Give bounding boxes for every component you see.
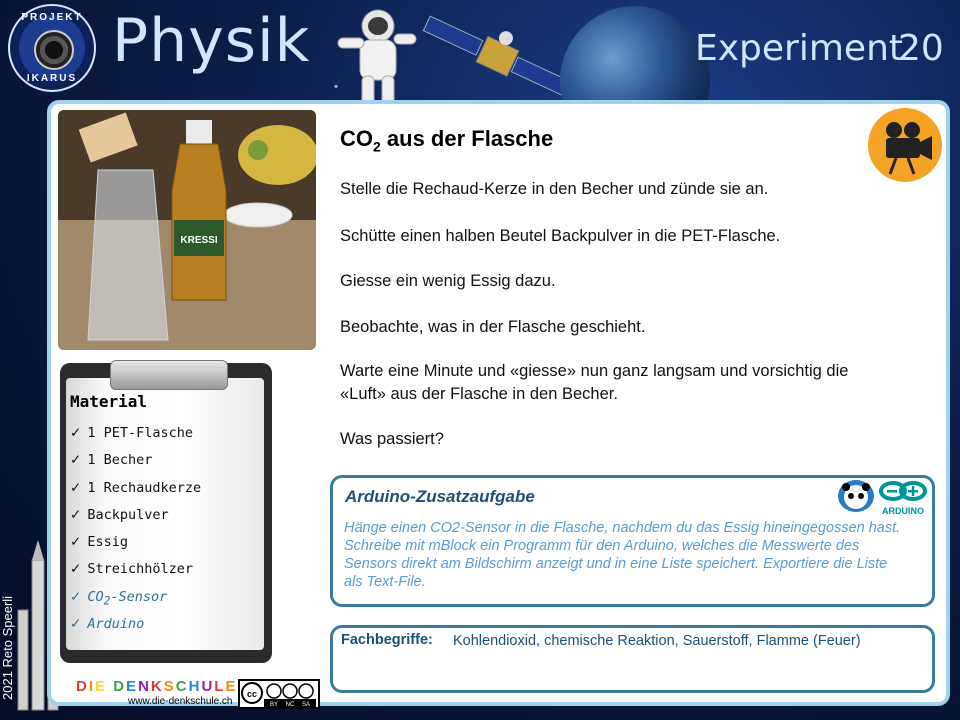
arduino-task-title: Arduino-Zusatzaufgabe — [345, 487, 535, 506]
cc-nc-label: NC — [285, 702, 295, 707]
brand-letter: E — [126, 678, 139, 695]
arduino-logo-text: ARDUINO — [882, 506, 924, 516]
instruction-step: Stelle die Rechaud-Kerze in den Becher und zünde sie an. — [340, 180, 769, 198]
material-item: ✓ 1 Becher — [70, 452, 153, 469]
check-icon: ✓ — [70, 506, 82, 523]
instruction-step: Schütte einen halben Beutel Backpulver in die PET-Flasche. — [340, 227, 781, 245]
denkschule-logo[interactable] — [76, 678, 237, 707]
material-item-optional: ✓ $CO_2$-Sensor — [70, 588, 168, 608]
satellite-icon — [415, 10, 580, 100]
material-item: ✓ Essig — [70, 534, 128, 551]
check-icon: ✓ — [70, 425, 82, 441]
check-icon: ✓ — [70, 534, 82, 551]
brand-letter: N — [138, 678, 151, 695]
instruction-step: Giesse ein wenig Essig dazu. — [340, 272, 556, 290]
brand-letter: S — [163, 678, 176, 695]
brand-letter: H — [188, 678, 202, 695]
instruction-step: Was passiert? — [340, 430, 444, 448]
projekt-ikarus-logo — [8, 4, 96, 92]
cc-sa-label: SA — [301, 702, 311, 707]
check-icon: ✓ — [70, 588, 82, 605]
check-icon: ✓ — [70, 616, 82, 633]
cc-by-label: BY — [269, 702, 279, 707]
material-item: ✓ Backpulver — [70, 506, 169, 523]
material-item: ✓ Streichhölzer — [70, 561, 193, 578]
experiment-number: 20 — [898, 28, 944, 69]
brand-letter: U — [201, 678, 215, 695]
material-item: ✓ 1 Rechaudkerze — [70, 479, 202, 496]
fachbegriffe-label: Fachbegriffe: — [341, 632, 433, 648]
instruction-step: Beobachte, was in der Flasche geschieht. — [340, 318, 646, 336]
mblock-panda-icon — [838, 480, 874, 512]
experiment-heading: $CO_2$ aus der Flasche — [340, 126, 554, 155]
material-list — [70, 425, 201, 643]
creative-commons-badge — [238, 679, 320, 709]
experiment-label: Experiment — [695, 28, 904, 69]
material-item: ✓ 1 PET-Flasche — [70, 425, 193, 441]
camera-lens-icon — [34, 30, 74, 70]
brand-letter: D — [113, 678, 127, 695]
experiment-photo — [58, 110, 316, 350]
material-item-optional: ✓ Arduino — [70, 616, 145, 633]
brand-letter: E — [225, 678, 238, 695]
fachbegriffe-text: Kohlendioxid, chemische Reaktion, Sauerstoff, Flamme (Feuer) — [453, 633, 861, 649]
page-title: Physik — [112, 6, 311, 76]
logo-top-text: PROJEKT — [21, 12, 83, 23]
brand-letter: C — [175, 678, 189, 695]
arduino-task-text: Hänge einen CO2-Sensor in die Flasche, nachdem du das Essig hineingegossen hast. Schreibe mit mBlock ein Programm für den Arduino, welches die Messwerte des Sensors direkt am Bildschirm anzeigt und in eine Liste speichert. Exportiere die Liste als Text-File. — [344, 520, 901, 590]
bottle-label-text: KRESSI — [180, 235, 218, 246]
denkschule-brand — [76, 678, 237, 695]
brand-letter: E — [95, 678, 108, 695]
denkschule-url[interactable]: www.die-denkschule.ch — [128, 696, 233, 707]
author-credit: 2021 Reto Speerli — [0, 595, 15, 700]
instruction-step: Warte eine Minute und «giesse» nun ganz langsam und vorsichtig die «Luft» aus der Flasche in den Becher. — [340, 362, 849, 403]
brand-letter: I — [88, 678, 96, 695]
brand-letter: L — [214, 678, 226, 695]
check-icon: ✓ — [70, 561, 82, 578]
brand-letter: K — [150, 678, 164, 695]
arduino-logo — [877, 480, 929, 514]
material-title: Material — [70, 392, 148, 411]
astronaut-icon — [330, 4, 420, 114]
clipboard-clip — [110, 360, 228, 390]
check-icon: ✓ — [70, 452, 82, 469]
video-camera-icon[interactable] — [868, 108, 942, 182]
svg-text:cc: cc — [246, 689, 258, 699]
logo-bottom-text: IKARUS — [26, 73, 78, 84]
bottle-photo-illustration — [58, 110, 316, 350]
check-icon: ✓ — [70, 479, 82, 496]
brand-letter: D — [76, 678, 89, 695]
